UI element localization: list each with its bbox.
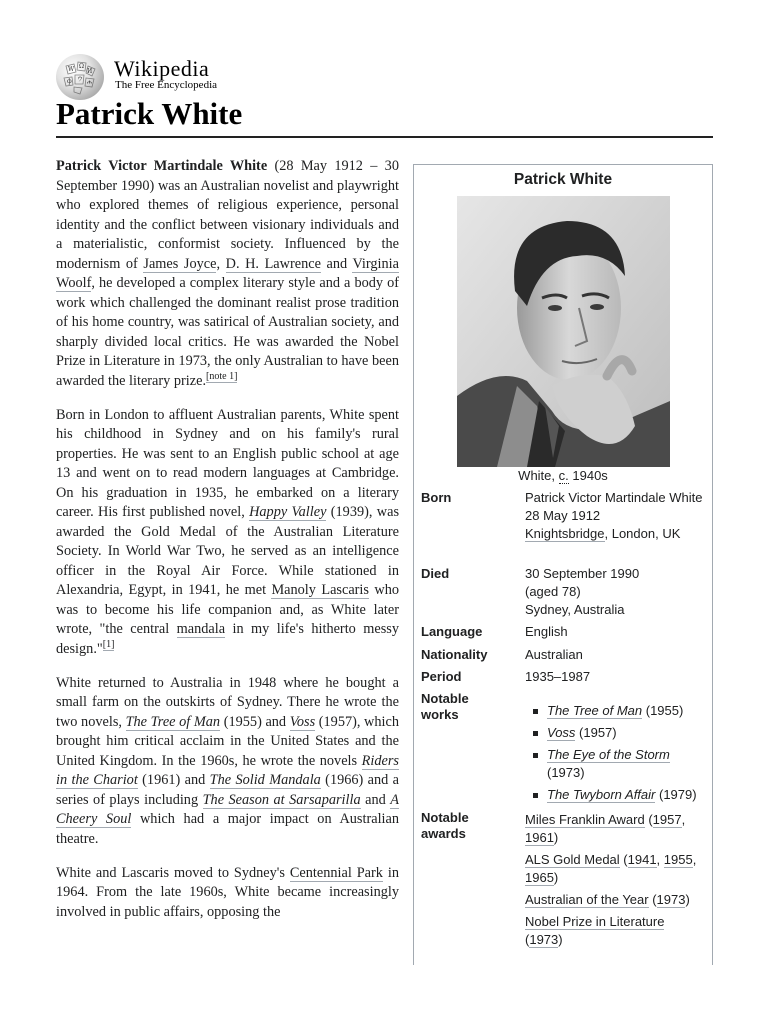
portrait-photo[interactable] [457,196,670,467]
link-nobel-prize-in-literature[interactable]: Nobel Prize in Literature [525,914,665,929]
link-season-at-sarsaparilla[interactable]: The Season at Sarsaparilla [202,791,361,808]
award-item: ALS Gold Medal (1941, 1955, 1965) [525,852,697,885]
infobox-label-notable-works: Notable works [421,691,469,722]
link-award-year[interactable]: 1965 [525,870,554,885]
link-a-cheery-soul[interactable]: A Cheery Soul [56,791,399,827]
link-als-gold-medal[interactable]: ALS Gold Medal [525,852,620,867]
svg-text:Ω: Ω [79,63,84,70]
link-virginia-woolf[interactable]: Virginia Woolf [56,255,399,291]
lead-paragraph-2: Born in London to affluent Australian parents, White spent his childhood in Sydney and on his family's rural properties. He was sent to an English public school at age 13 and went on to read modern languages at Cambridge. On his graduation in 1935, he embarked on a literary career. His first published novel, Happy Valley (1939), was awarded the Gold Medal of the Australian Literature Society. In World War Two, he served as an intelligence officer in the Royal Air Force. While stationed in Alexandria, Egypt, in 1941, he met Manoly Lascaris who was to become his life companion and, as White later wrote, "the central mandala in my life's hitherto messy design."[1] [56,406,399,657]
svg-text:ሐ: ሐ [87,79,92,86]
page-title: Patrick White [56,96,243,131]
infobox-label-period: Period [421,669,462,684]
infobox [413,164,713,965]
wikipedia-logo[interactable] [56,54,276,100]
link-work-the-tree-of-man[interactable]: The Tree of Man [547,703,643,718]
link-award-year[interactable]: 1941 [627,852,657,867]
article-body [56,157,399,957]
infobox-label-language: Language [421,624,483,639]
link-award-year[interactable]: 1957 [652,812,682,827]
footnote-note-1[interactable]: [note 1] [206,370,238,382]
link-manoly-lascaris[interactable]: Manoly Lascaris [271,582,369,598]
link-the-solid-mandala[interactable]: The Solid Mandala [209,772,321,788]
infobox-label-notable-awards: Notable awards [421,810,469,841]
infobox-value-nationality: Australian [525,647,583,662]
link-happy-valley[interactable]: Happy Valley [249,504,327,520]
infobox-value-language: English [525,624,568,639]
infobox-label-born: Born [421,490,452,505]
footnote-ref-1[interactable]: [1] [102,638,115,650]
link-award-year[interactable]: 1961 [525,830,554,845]
subject-full-name: Patrick Victor Martindale White [56,158,268,174]
portrait-caption: White, c. 1940s [518,468,608,483]
work-list-item: The Eye of the Storm (1973) [525,746,705,782]
infobox-value-period: 1935–1987 [525,669,591,684]
svg-text:W: W [68,66,75,73]
infobox-value-notable-awards [525,811,705,953]
award-item: Miles Franklin Award (1957, 1961) [525,812,686,845]
work-list-item: The Tree of Man (1955) [525,702,705,720]
link-work-voss[interactable]: Voss [547,725,576,740]
work-list-item: The Twyborn Affair (1979) [525,786,705,804]
link-dh-lawrence[interactable]: D. H. Lawrence [225,255,321,272]
wikipedia-globe-icon [56,54,104,100]
svg-text:ウ: ウ [77,76,84,83]
circa-abbreviation: c. [558,468,569,483]
link-the-tree-of-man[interactable]: The Tree of Man [125,713,221,730]
title-divider [56,136,713,138]
link-mandala[interactable]: mandala [176,621,226,637]
infobox-label-nationality: Nationality [421,647,488,662]
infobox-value-notable-works [525,702,705,808]
link-award-year[interactable]: 1973 [529,932,559,947]
lead-paragraph-3: White returned to Australia in 1948 where he bought a small farm on the outskirts of Sydney. There he wrote the two novels, The Tree of Man (1955) and Voss (1957), which brought him critical acclaim in the United States and the United Kingdom. In the 1960s, he wrote the novels Riders in the Chariot (1961) and The Solid Mandala (1966) and a series of plays including The Season at Sarsaparilla and A Cheery Soul which had a major impact on Australian theatre. [56,674,399,847]
infobox-title: Patrick White [513,171,613,188]
link-work-the-twyborn-affair[interactable]: The Twyborn Affair [547,787,656,802]
infobox-value-born: Patrick Victor Martindale White 28 May 1912 Knightsbridge, London, UK [525,490,703,541]
link-james-joyce[interactable]: James Joyce [143,255,217,272]
work-list-item: Voss (1957) [525,724,705,742]
wikipedia-tagline: The Free Encyclopedia [115,79,218,91]
link-work-the-eye-of-the-storm[interactable]: The Eye of the Storm [547,747,670,762]
lead-paragraph-4: White and Lascaris moved to Sydney's Centennial Park in 1964. From the late 1960s, White became increasingly involved in public affairs, opposing the [56,864,399,920]
link-voss[interactable]: Voss [289,713,316,730]
lead-paragraph-1: Patrick Victor Martindale White (28 May 1912 – 30 September 1990) was an Australian novelist and playwright who explored themes of religious experience, personal identity and the conflict between visionary individuals and a materialistic, conformist society. Influenced by the modernism of James Joyce, D. H. Lawrence and Virginia Woolf, he developed a complex literary style and a body of work which challenged the dominant realist prose tradition of his home country, was satirical of Australian society, and sharply divided local critics. He was awarded the Nobel Prize in Literature in 1973, the only Australian to have been awarded the literary prize.[note 1] [56,158,399,389]
link-riders-in-the-chariot[interactable]: Riders in the Chariot [56,752,399,788]
svg-text:ф: ф [67,78,72,85]
award-item: Australian of the Year (1973) [525,892,690,907]
award-item: Nobel Prize in Literature (1973) [525,914,665,947]
infobox-label-died: Died [421,566,450,581]
link-australian-of-the-year[interactable]: Australian of the Year [525,892,649,907]
link-centennial-park[interactable]: Centennial Park [289,864,383,881]
link-award-year[interactable]: 1955 [663,852,693,867]
wikipedia-wordmark: Wikipedia [114,56,210,81]
link-miles-franklin-award[interactable]: Miles Franklin Award [525,812,645,827]
svg-text:И: И [87,68,93,75]
link-knightsbridge[interactable]: Knightsbridge [525,526,605,541]
infobox-value-died: 30 September 1990 (aged 78) Sydney, Australia [525,566,640,617]
link-award-year[interactable]: 1973 [656,892,686,907]
